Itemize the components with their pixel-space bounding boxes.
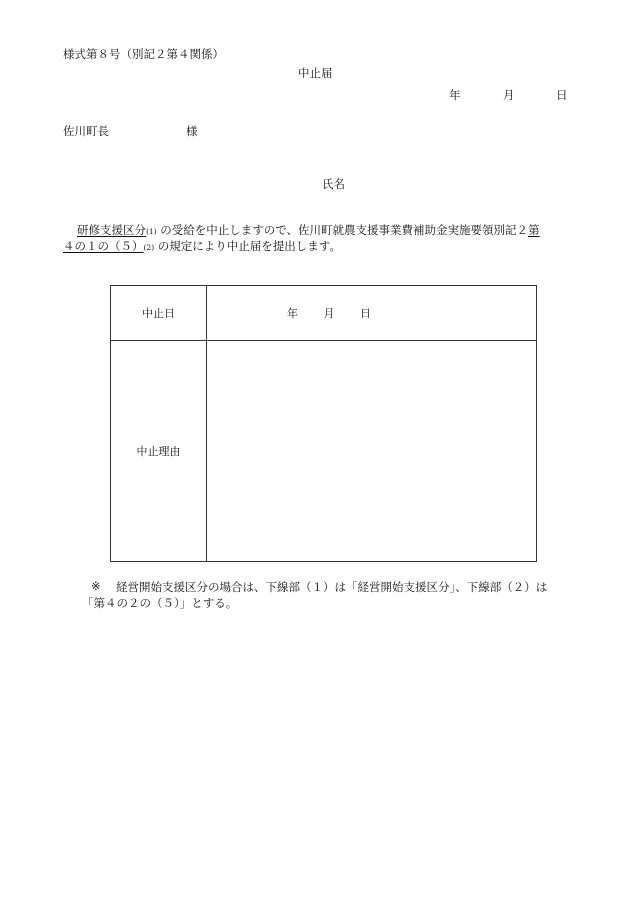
stop-date-label: 中止日 [111,286,207,341]
table-row-stop-date [111,286,537,341]
stop-reason-label: 中止理由 [111,341,207,562]
stop-form-table [110,285,537,562]
body-line-2 [63,238,341,254]
date-year-label: 年 [449,88,461,102]
addressee-honorific: 様 [186,124,198,138]
document-title: 中止届 [298,66,333,80]
date-day-label: 日 [556,88,568,102]
underline-marker-1: (1) [146,227,157,236]
stop-reason-field[interactable] [207,341,537,562]
applicant-name-label: 氏名 [322,177,345,191]
stop-date-month: 月 [323,307,335,320]
note-line-1: 経営開始支援区分の場合は、下線部（１）は「経営開始支援区分」、下線部（２）は [116,580,548,594]
table-row-stop-reason [111,341,537,562]
underline-marker-2: (2) [143,243,155,252]
date-month-label: 月 [503,88,515,102]
addressee-name: 佐川町長 [63,124,109,138]
body-text-1: の受給を中止しますので、佐川町就農支援事業費補助金実施要領別記２ [160,223,529,237]
underline-1: 研修支援区分 [77,223,146,237]
stop-date-year: 年 [287,307,298,320]
underline-2b: ４の１の（５） [63,239,144,253]
body-line-1 [77,222,540,238]
body-text-2: の規定により中止届を提出します。 [157,239,341,253]
form-number: 様式第８号（別記２第４関係） [63,47,224,61]
note-line-2: 「第４の２の（５）」とする。 [82,596,238,610]
underline-2a: 第 [528,223,540,237]
stop-date-day: 日 [360,307,371,320]
note-mark: ※ [91,579,101,593]
stop-date-field[interactable] [207,286,537,341]
